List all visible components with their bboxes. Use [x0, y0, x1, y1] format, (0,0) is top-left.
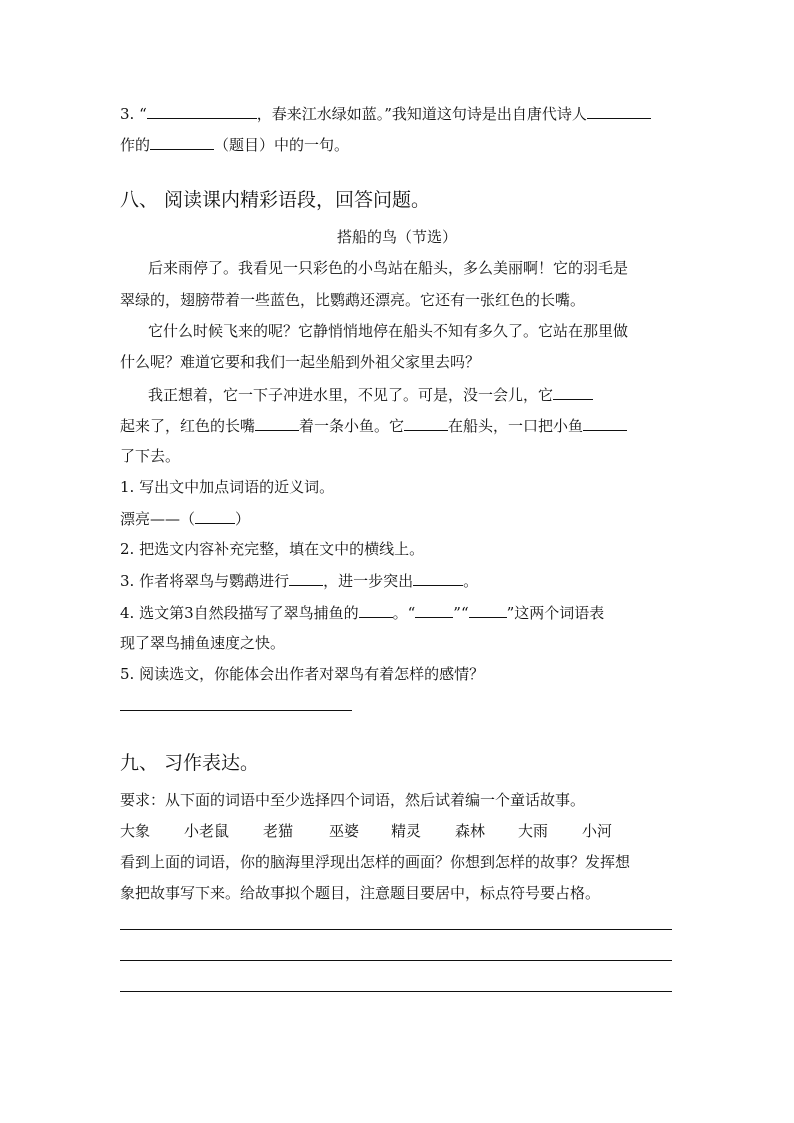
answer-blank[interactable] — [359, 602, 393, 618]
section-heading-9: 九、 习作表达。 — [120, 752, 260, 774]
answer-blank[interactable] — [404, 415, 448, 431]
question-1-answer: 漂亮——（ ） — [120, 510, 251, 528]
passage-p3-line-1: 我正想着，它一下子冲进水里，不见了。可是，没一会儿，它 — [148, 384, 593, 405]
answer-blank[interactable] — [289, 570, 323, 586]
question-4-line-1: 4. 选文第3自然段描写了翠鸟捕鱼的 。“ ”“ ”这两个词语表 — [120, 604, 605, 622]
q3-line-2: 作的 （题目）中的一句。 — [120, 136, 350, 154]
passage-p1-line-1: 后来雨停了。我看见一只彩色的小鸟站在船头，多么美丽啊！它的羽毛是 — [148, 259, 629, 277]
writing-prompt-line-2: 象把故事写下来。给故事拟个题目，注意题目要居中，标点符号要占格。 — [120, 884, 601, 902]
word-item: 巫婆 — [329, 822, 360, 840]
word-item: 森林 — [455, 822, 486, 840]
passage-p2-line-1: 它什么时候飞来的呢？它静悄悄地停在船头不知有多久了。它站在那里做 — [148, 322, 629, 340]
question-5: 5. 阅读选文，你能体会出作者对翠鸟有着怎样的感情？ — [120, 665, 485, 683]
writing-line[interactable] — [120, 929, 672, 930]
passage-p3-line-3: 了下去。 — [120, 447, 181, 465]
word-item: 大雨 — [518, 822, 549, 840]
writing-prompt-line-1: 看到上面的词语，你的脑海里浮现出怎样的画面？你想到怎样的故事？发挥想 — [120, 853, 631, 871]
writing-line[interactable] — [120, 960, 672, 961]
answer-line[interactable] — [120, 710, 352, 711]
writing-requirement: 要求：从下面的词语中至少选择四个词语，然后试着编一个童话故事。 — [120, 791, 586, 809]
word-list — [120, 821, 612, 841]
word-item: 小老鼠 — [184, 822, 230, 840]
question-3: 3. 作者将翠鸟与鹦鹉进行 ，进一步突出 。 — [120, 572, 479, 590]
passage-p3-line-2: 起来了，红色的长嘴 着一条小鱼。它 在船头，一口把小鱼 — [120, 415, 627, 436]
answer-blank[interactable] — [415, 602, 453, 618]
writing-line[interactable] — [120, 991, 672, 992]
answer-blank[interactable] — [469, 602, 507, 618]
q3-line-1: 3. “ ，春来江水绿如蓝。”我知道这句诗是出自唐代诗人 — [120, 103, 651, 124]
passage-title: 搭船的鸟（节选） — [336, 228, 457, 246]
section-heading-8: 八、 阅读课内精彩语段，回答问题。 — [120, 189, 431, 211]
answer-blank[interactable] — [587, 103, 651, 119]
word-item: 精灵 — [391, 822, 422, 840]
answer-blank[interactable] — [195, 508, 235, 524]
answer-blank[interactable] — [147, 103, 257, 119]
word-item: 大象 — [120, 822, 151, 840]
word-item: 老猫 — [263, 822, 294, 840]
answer-blank[interactable] — [583, 415, 627, 431]
word-item: 小河 — [582, 822, 613, 840]
answer-blank[interactable] — [150, 134, 214, 150]
question-4-line-2: 现了翠鸟捕鱼速度之快。 — [120, 634, 286, 652]
passage-p1-line-2: 翠绿的，翅膀带着一些蓝色，比鹦鹉还漂亮。它还有一张红色的长嘴。 — [120, 291, 586, 309]
question-2: 2. 把选文内容补充完整，填在文中的横线上。 — [120, 540, 425, 558]
passage-p2-line-2: 什么呢？难道它要和我们一起坐船到外祖父家里去吗？ — [120, 353, 481, 371]
answer-blank[interactable] — [413, 570, 463, 586]
answer-blank[interactable] — [553, 384, 593, 400]
answer-blank[interactable] — [255, 415, 299, 431]
question-1: 1. 写出文中加点词语的近义词。 — [120, 478, 335, 496]
